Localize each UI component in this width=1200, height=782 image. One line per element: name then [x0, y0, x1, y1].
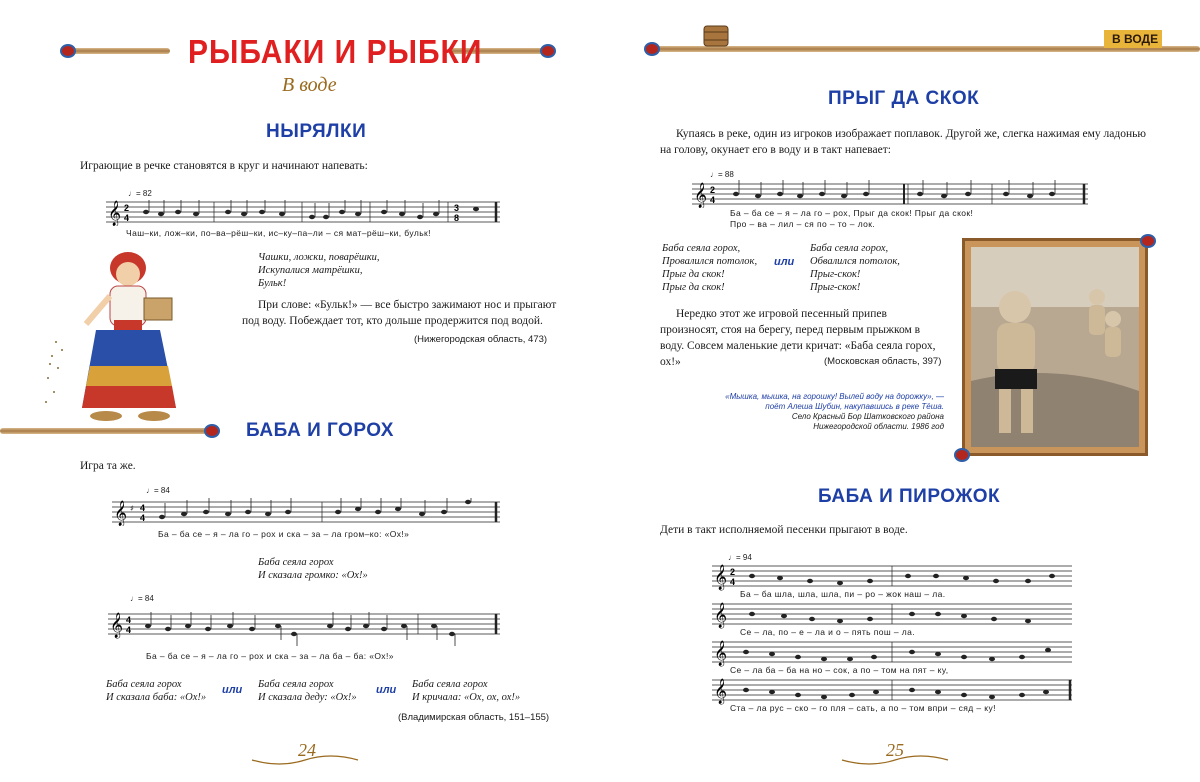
- svg-text:8: 8: [454, 213, 460, 223]
- section-title-pryg-da-skok: ПРЫГ ДА СКОК: [828, 88, 980, 109]
- decorative-rod: [0, 428, 220, 434]
- verse-line: Прыг да скок!: [662, 282, 725, 293]
- ornament-icon: [60, 44, 76, 58]
- rule-text: Нередко этот же игровой песенный припев произносят, стоя на берегу, перед первым прыжком в воду. Совсем маленькие дети кричат: «Баба сеяла горох, ох!»: [660, 308, 936, 368]
- right-page: [600, 0, 1200, 782]
- song-lyrics: Ста – ла рус – ско – го пля – сать, а по – том впри – сяд – ку!: [730, 703, 996, 713]
- song-lyrics: Се – ла ба – ба на но – сок, а по – том на пят – ку,: [730, 665, 949, 675]
- tempo-mark: ♩= 82: [128, 189, 152, 198]
- intro-text: Дети в такт исполняемой песенки прыгают в воде.: [660, 524, 908, 536]
- tempo-mark: ♩= 94: [728, 553, 752, 562]
- girl-illustration: [36, 246, 196, 432]
- section-title-nyryalki: НЫРЯЛКИ: [266, 121, 367, 142]
- svg-text:𝄞: 𝄞: [714, 679, 728, 704]
- rule-text: При слове: «Бульк!» — все быстро зажимают нос и прыгают под воду. Побеждает тот, кто дольше продержится под водой.: [242, 299, 557, 327]
- svg-text:4: 4: [124, 213, 130, 223]
- flourish-icon: [250, 752, 360, 768]
- svg-text:𝄞: 𝄞: [714, 603, 728, 628]
- svg-text:♯: ♯: [130, 504, 134, 513]
- verse-line: Баба сеяла горох: [412, 679, 488, 690]
- or-label: или: [222, 684, 243, 696]
- or-label: или: [774, 256, 795, 268]
- verse-line: Баба сеяла горох: [106, 679, 182, 690]
- verse-line: Искупалися матрёшки,: [258, 265, 363, 276]
- song-lyrics: Ба – ба шла, шла, шла, пи – ро – жок наш – ла.: [740, 589, 946, 599]
- or-label: или: [376, 684, 397, 696]
- source-note: (Нижегородская область, 473): [414, 334, 548, 345]
- intro-text: Купаясь в реке, один из игроков изображает поплавок. Другой же, слегка нажимая ему ладонью на голову, окунает его в воду и в такт напевает:: [660, 128, 1146, 156]
- music-staff: [108, 606, 504, 648]
- svg-text:𝄞: 𝄞: [110, 613, 124, 638]
- ornament-icon: [204, 424, 220, 438]
- verse-line: Баба сеяла горох: [258, 557, 334, 568]
- caption-line: «Мышка, мышка, на горошку! Вылей воду на дорожку», —: [725, 392, 944, 401]
- verse-variant: [106, 678, 206, 704]
- section-title-baba-i-pirozhok: БАБА И ПИРОЖОК: [818, 486, 1001, 507]
- verse-line: Прыг-скок!: [810, 282, 861, 293]
- header-tag: В ВОДЕ: [1112, 32, 1159, 46]
- photo-frame: [962, 238, 1148, 456]
- tempo-mark: ♩= 88: [710, 170, 734, 179]
- svg-text:2: 2: [710, 185, 716, 195]
- svg-text:4: 4: [140, 503, 146, 513]
- song-lyrics: Се – ла, по – е – ла и о – пять пош – ла.: [740, 627, 915, 637]
- svg-text:𝄞: 𝄞: [694, 183, 708, 208]
- ornament-icon: [644, 42, 660, 56]
- ornament-icon: [540, 44, 556, 58]
- svg-text:3: 3: [454, 203, 460, 213]
- svg-text:𝄞: 𝄞: [714, 565, 728, 590]
- music-staff: [692, 180, 1092, 208]
- caption-line: поёт Алеша Шубин, накупавшись в реке Тёша.: [765, 402, 944, 411]
- music-staff: [112, 498, 504, 526]
- intro-text: Играющие в речке становятся в круг и начинают напевать:: [80, 160, 368, 172]
- source-note: (Владимирская область, 151–155): [398, 712, 550, 723]
- verse-line: И кричала: «Ох, ох, ох!»: [412, 692, 521, 703]
- verse-line: Прыг да скок!: [662, 269, 725, 280]
- song-lyrics: Ба – ба се – я – ла го – рох, Прыг да скок! Прыг да скок!: [730, 208, 974, 218]
- intro-text: Игра та же.: [80, 460, 136, 472]
- song-lyrics: Про – ва – лил – ся по – то – лок.: [730, 219, 876, 229]
- bucket-icon: [696, 22, 736, 48]
- verse-line: Прыг-скок!: [810, 269, 861, 280]
- tempo-mark: ♩= 84: [130, 594, 154, 603]
- decorative-rod: [70, 48, 170, 54]
- svg-text:𝄞: 𝄞: [714, 641, 728, 666]
- svg-text:𝄞: 𝄞: [114, 501, 128, 526]
- song-lyrics: Ба – ба се – я – ла го – рох и ска – за – ла ба – ба: «Ох!»: [146, 651, 394, 661]
- verse-line: Провалился потолок,: [662, 256, 758, 267]
- section-title-baba-i-gorokh: БАБА И ГОРОХ: [246, 420, 394, 441]
- svg-text:4: 4: [710, 195, 716, 205]
- page-number: 24: [298, 740, 316, 760]
- verse-variant: [258, 678, 357, 704]
- svg-text:𝄞: 𝄞: [108, 201, 122, 226]
- caption-line: Нижегородской области. 1986 год: [813, 422, 944, 431]
- verse-block: [810, 242, 900, 294]
- main-title: РЫБАКИ И РЫБКИ: [188, 34, 483, 71]
- svg-text:4: 4: [126, 615, 132, 625]
- verse-line: Бульк!: [258, 278, 287, 289]
- flourish-icon: [840, 752, 950, 768]
- ornament-icon: [954, 448, 970, 462]
- subtitle: В воде: [282, 74, 337, 96]
- verse-block: [258, 556, 368, 582]
- svg-text:4: 4: [126, 625, 132, 635]
- tempo-mark: ♩= 84: [146, 486, 170, 495]
- svg-text:2: 2: [124, 203, 130, 213]
- music-staff: [712, 562, 1076, 722]
- photo-caption: [700, 392, 944, 432]
- verse-line: Баба сеяла горох: [258, 679, 334, 690]
- verse-line: Чашки, ложки, поварёшки,: [258, 252, 380, 263]
- verse-line: Обвалился потолок,: [810, 256, 900, 267]
- svg-text:4: 4: [140, 513, 146, 523]
- page-number: 25: [886, 740, 904, 760]
- music-staff: [106, 200, 506, 226]
- boy-photo: [965, 241, 1145, 453]
- verse-variant: [412, 678, 520, 704]
- caption-line: Село Красный Бор Шатковского района: [791, 412, 944, 421]
- song-lyrics: Чаш–ки, лож–ки, по–ва–рёш–ки, ис–ку–па–ли – ся мат–рёш–ки, бульк!: [126, 228, 431, 238]
- verse-block: [258, 251, 380, 290]
- verse-line: Баба сеяла горох,: [810, 243, 889, 254]
- verse-line: И сказала баба: «Ох!»: [106, 692, 207, 703]
- svg-text:4: 4: [730, 577, 736, 587]
- verse-line: И сказала громко: «Ох!»: [258, 570, 368, 581]
- ornament-icon: [1140, 234, 1156, 248]
- verse-block: [662, 242, 757, 294]
- verse-line: И сказала деду: «Ох!»: [258, 692, 357, 703]
- source-note: (Московская область, 397): [824, 356, 942, 367]
- verse-line: Баба сеяла горох,: [662, 243, 741, 254]
- song-lyrics: Ба – ба се – я – ла го – рох и ска – за – ла гром–ко: «Ох!»: [158, 529, 410, 539]
- svg-text:2: 2: [730, 567, 736, 577]
